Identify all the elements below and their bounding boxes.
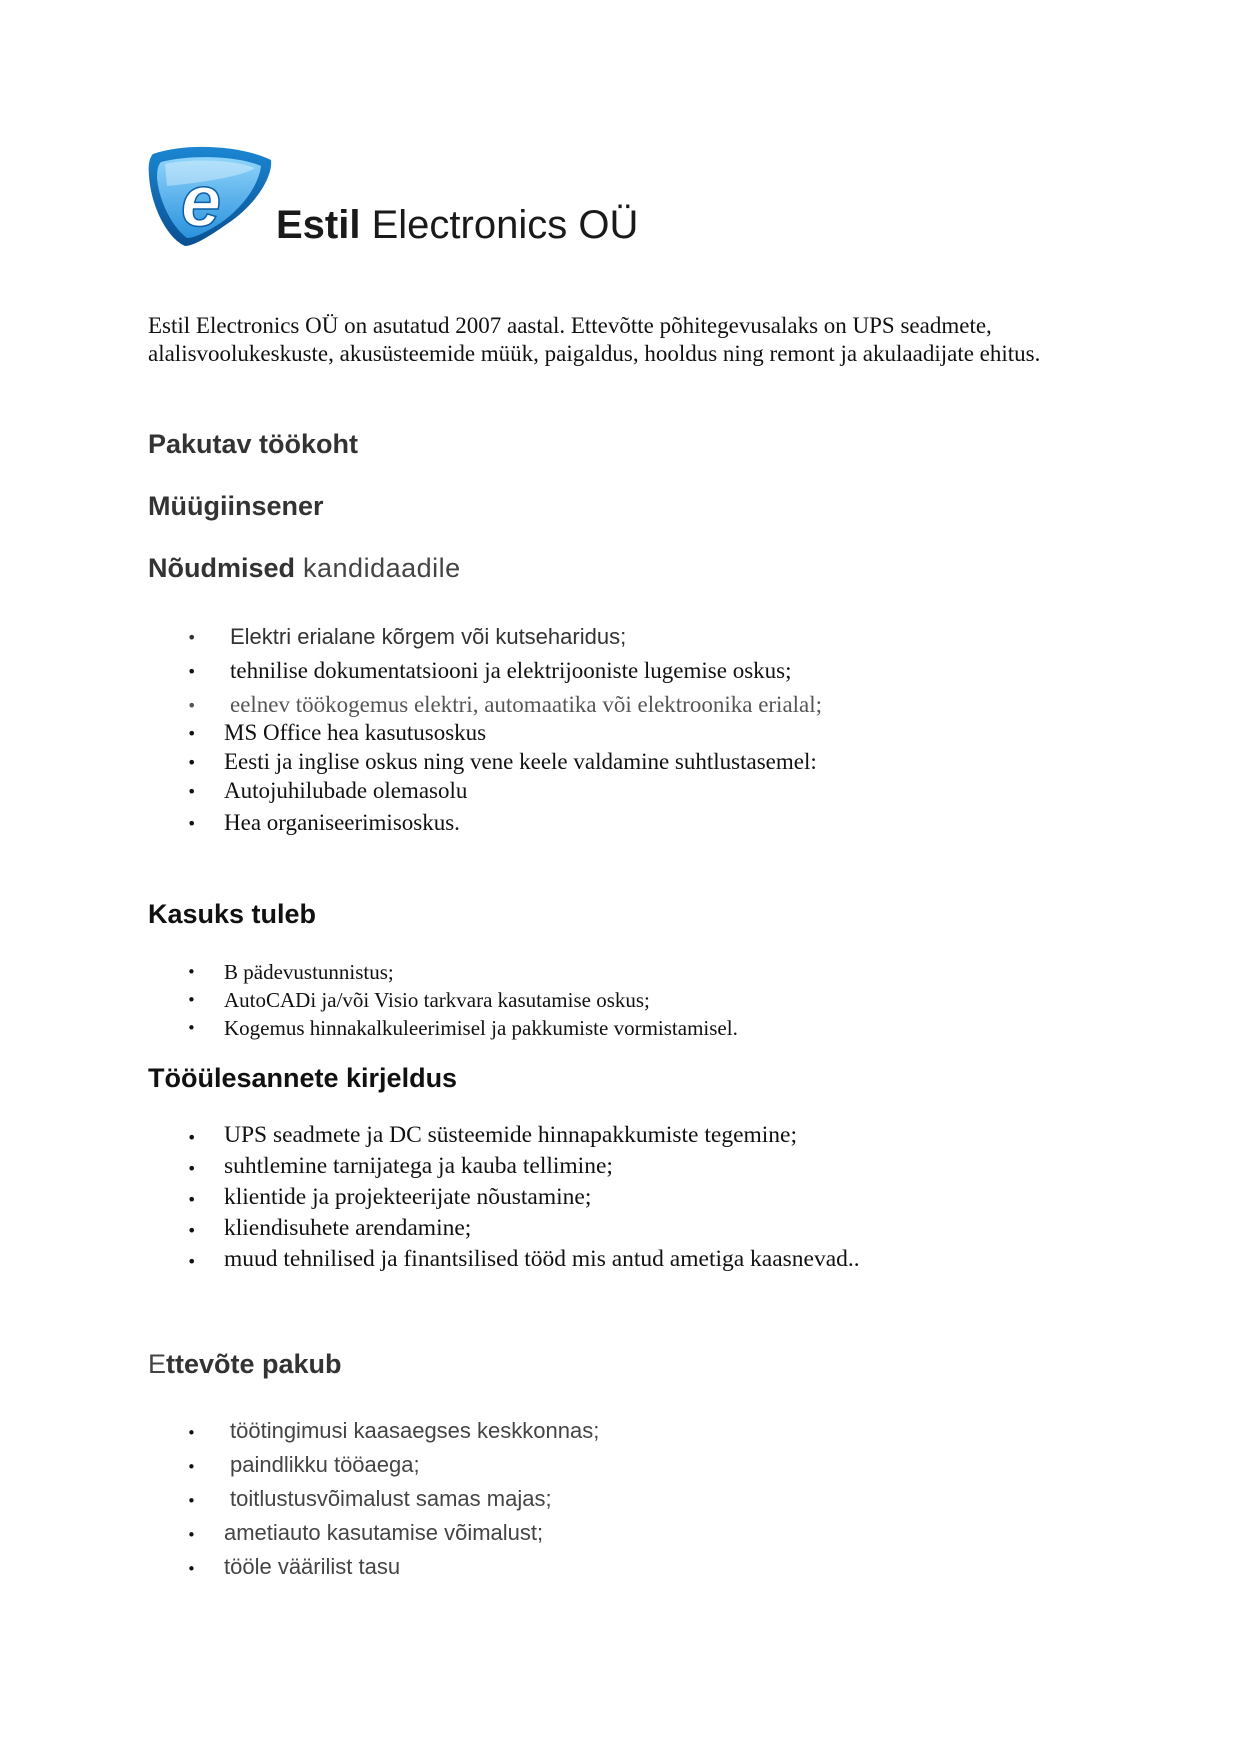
heading-tasks: Tööülesannete kirjeldus bbox=[148, 1063, 458, 1093]
list-item: • Elektri erialane kõrgem või kutseharidus; bbox=[187, 624, 627, 649]
heading-offers-rest: ttevõte pakub bbox=[166, 1349, 342, 1379]
heading-requirements-bold: Nõudmised bbox=[148, 553, 296, 583]
list-item: • ametiauto kasutamise võimalust; bbox=[187, 1520, 544, 1545]
list-item: • tööle väärilist tasu bbox=[187, 1554, 401, 1579]
requirements-list bbox=[0, 622, 822, 837]
list-item: • MS Office hea kasutusoskus bbox=[187, 720, 487, 745]
heading-requirements-rest: kandidaadile bbox=[295, 553, 461, 583]
list-item: • toitlustusvõimalust samas majas; bbox=[187, 1486, 552, 1511]
list-item: • eelnev töökogemus elektri, automaatika või elektroonika erialal; bbox=[187, 692, 823, 717]
heading-job-offered: Pakutav töökoht bbox=[148, 429, 359, 459]
svg-text:e: e bbox=[181, 162, 222, 242]
list-item: • paindlikku tööaega; bbox=[187, 1452, 420, 1477]
list-item: • töötingimusi kaasaegses keskkonnas; bbox=[187, 1418, 600, 1443]
company-name-rest: Electronics OÜ bbox=[360, 203, 639, 247]
list-item: • UPS seadmete ja DC süsteemide hinnapakkumiste tegemine; bbox=[187, 1122, 798, 1148]
tasks-list bbox=[0, 1120, 860, 1275]
company-name bbox=[276, 203, 638, 247]
list-item: • kliendisuhete arendamine; bbox=[187, 1215, 472, 1241]
intro-paragraph: Estil Electronics OÜ on asutatud 2007 aastal. Ettevõtte põhitegevusalaks on UPS seadmete, alalisvoolukeskuste, akusüsteemide müük, paigaldus, hooldus ning remont ja akulaadijate ehitus. bbox=[148, 313, 1041, 366]
heading-advantage: Kasuks tuleb bbox=[148, 899, 317, 929]
list-item: • Hea organiseerimisoskus. bbox=[187, 810, 460, 835]
list-item: • klientide ja projekteerijate nõustamine; bbox=[187, 1184, 592, 1210]
heading-requirements bbox=[148, 552, 461, 584]
list-item: • Autojuhilubade olemasolu bbox=[187, 778, 468, 803]
list-item: • Kogemus hinnakalkuleerimisel ja pakkumiste vormistamisel. bbox=[187, 1016, 738, 1040]
estil-logo-icon bbox=[147, 146, 275, 248]
list-item: • Eesti ja inglise oskus ning vene keele valdamine suhtlustasemel: bbox=[187, 749, 817, 774]
list-item: • AutoCADi ja/või Visio tarkvara kasutamise oskus; bbox=[187, 988, 650, 1012]
list-item: • tehnilise dokumentatsiooni ja elektrijooniste lugemise oskus; bbox=[187, 658, 792, 683]
company-name-bold: Estil bbox=[276, 203, 361, 247]
list-item: • muud tehnilised ja finantsilised tööd mis antud ametiga kaasnevad.. bbox=[187, 1246, 860, 1272]
advantages-list bbox=[0, 958, 738, 1042]
heading-company-offers bbox=[148, 1348, 342, 1380]
offers-list bbox=[0, 1414, 599, 1584]
heading-offers-first-letter: E bbox=[148, 1349, 167, 1379]
list-item: • suhtlemine tarnijatega ja kauba tellimine; bbox=[187, 1153, 613, 1179]
heading-position: Müügiinsener bbox=[148, 491, 324, 521]
list-item: • B pädevustunnistus; bbox=[187, 960, 394, 984]
